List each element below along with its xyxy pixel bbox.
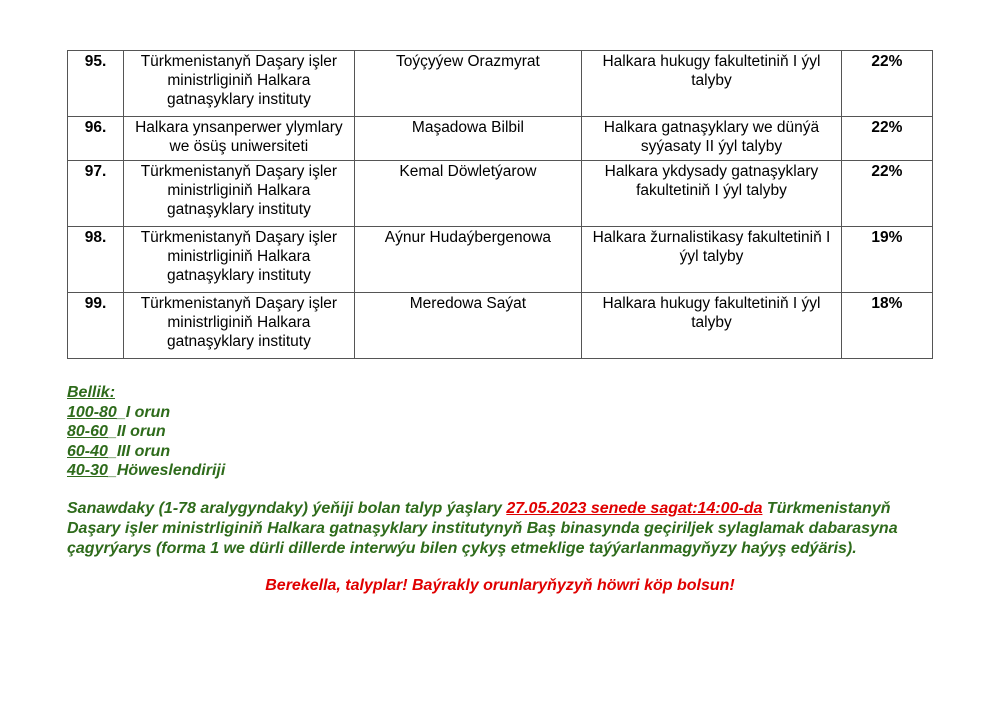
notes-item bbox=[67, 422, 225, 442]
notes-range: 80-60 bbox=[67, 423, 108, 440]
row-faculty: Halkara gatnaşyklary we dünýä syýasaty II ýyl talyby bbox=[582, 117, 842, 161]
row-number: 95. bbox=[68, 51, 124, 117]
row-student-name: Meredowa Saýat bbox=[354, 293, 582, 359]
row-student-name: Maşadowa Bilbil bbox=[354, 117, 582, 161]
row-percent: 19% bbox=[841, 227, 932, 293]
notes-range: 100-80 bbox=[67, 403, 117, 421]
notes-label: _I orun bbox=[116, 403, 171, 421]
table-row bbox=[68, 117, 933, 161]
row-faculty: Halkara hukugy fakultetiniň I ýyl talyby bbox=[582, 51, 842, 117]
notes-label: _III orun bbox=[107, 442, 171, 460]
notes-item bbox=[67, 403, 225, 423]
results-table bbox=[67, 50, 933, 359]
notes-title: Bellik: bbox=[67, 384, 116, 401]
row-institution: Türkmenistanyň Daşary işler ministrliginiň Halkara gatnaşyklary instituty bbox=[124, 161, 355, 227]
congratulations-text: Berekella, talyplar! Baýrakly orunlaryňyzyň höwri köp bolsun! bbox=[265, 577, 735, 594]
row-student-name: Kemal Döwletýarow bbox=[354, 161, 582, 227]
row-faculty: Halkara žurnalistikasy fakultetiniň I ýyl talyby bbox=[582, 227, 842, 293]
notes-range: 60-40 bbox=[67, 442, 108, 460]
notes-label: _II orun bbox=[107, 423, 166, 440]
row-institution: Türkmenistanyň Daşary işler ministrliginiň Halkara gatnaşyklary instituty bbox=[124, 293, 355, 359]
table-row bbox=[68, 51, 933, 117]
row-number: 97. bbox=[68, 161, 124, 227]
notes-section bbox=[67, 383, 225, 481]
row-institution: Türkmenistanyň Daşary işler ministrliginiň Halkara gatnaşyklary instituty bbox=[124, 51, 355, 117]
row-percent: 22% bbox=[841, 51, 932, 117]
row-percent: 22% bbox=[841, 117, 932, 161]
table-row bbox=[68, 293, 933, 359]
row-student-name: Toýçyýew Orazmyrat bbox=[354, 51, 582, 117]
announcement-before: Sanawdaky (1-78 aralygyndaky) ýeňiji bolan talyp ýaşlary bbox=[67, 500, 507, 517]
table-row bbox=[68, 161, 933, 227]
announcement-paragraph bbox=[67, 499, 935, 559]
announcement-after: Türkmenistanyň Daşary işler ministrliginiň Halkara gatnaşyklary institutynyň Baş binasynda geçiriljek sylaglamak dabarasyna çagyrýarys (forma 1 we dürli dillerde interwýu bilen çykyş etmeklige taýýarlanmagyňyzy haýyş edýäris). bbox=[67, 500, 898, 557]
row-student-name: Aýnur Hudaýbergenowa bbox=[354, 227, 582, 293]
notes-item bbox=[67, 461, 225, 481]
row-number: 96. bbox=[68, 117, 124, 161]
row-institution: Halkara ynsanperwer ylymlary we ösüş uniwersiteti bbox=[124, 117, 355, 161]
row-number: 99. bbox=[68, 293, 124, 359]
notes-item bbox=[67, 442, 225, 462]
notes-label: _Höweslendiriji bbox=[107, 462, 226, 479]
row-institution: Türkmenistanyň Daşary işler ministrliginiň Halkara gatnaşyklary instituty bbox=[124, 227, 355, 293]
notes-range: 40-30 bbox=[67, 462, 108, 479]
row-number: 98. bbox=[68, 227, 124, 293]
row-percent: 22% bbox=[841, 161, 932, 227]
row-faculty: Halkara hukugy fakultetiniň I ýyl talyby bbox=[582, 293, 842, 359]
row-percent: 18% bbox=[841, 293, 932, 359]
announcement-date: 27.05.2023 senede sagat:14:00-da bbox=[506, 500, 763, 517]
table-row bbox=[68, 227, 933, 293]
row-faculty: Halkara ykdysady gatnaşyklary fakultetiniň I ýyl talyby bbox=[582, 161, 842, 227]
